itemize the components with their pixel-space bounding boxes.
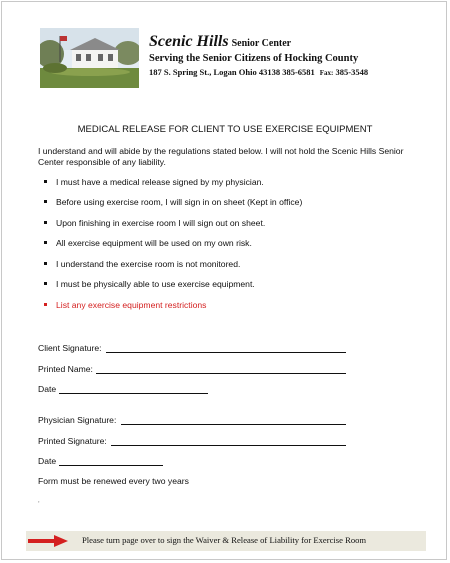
list-item — [44, 176, 264, 188]
date-line-2[interactable] — [59, 465, 163, 466]
document-title: MEDICAL RELEASE FOR CLIENT TO USE EXERCISE EQUIPMENT — [77, 124, 373, 135]
bullet-icon — [44, 262, 47, 265]
list-item — [44, 278, 255, 290]
list-item — [44, 237, 252, 249]
physician-signature-label: Physician Signature: — [38, 415, 117, 425]
list-item-text: I understand the exercise room is not monitored. — [56, 259, 241, 269]
list-item-text: Before using exercise room, I will sign in on sheet (Kept in office) — [56, 197, 303, 207]
client-signature-line[interactable] — [106, 352, 346, 353]
bullet-icon — [44, 241, 47, 244]
printed-signature-label: Printed Signature: — [38, 436, 107, 446]
address-line — [149, 67, 368, 77]
fax-number: 385-3548 — [335, 67, 369, 77]
bullet-icon — [44, 282, 47, 285]
list-item — [44, 258, 240, 270]
red-arrow-icon — [28, 535, 68, 547]
list-item-text: Upon finishing in exercise room I will sign out on sheet. — [56, 218, 266, 228]
list-item — [44, 196, 302, 208]
list-item-text: I must be physically able to use exercise equipment. — [56, 279, 255, 289]
bullet-icon — [44, 200, 47, 203]
stray-mark: , — [38, 498, 40, 504]
physician-signature-line[interactable] — [121, 424, 346, 425]
list-item-text: All exercise equipment will be used on my own risk. — [56, 238, 252, 248]
list-item — [44, 217, 265, 229]
senior-center-photo — [40, 28, 139, 88]
list-item-text: I must have a medical release signed by my physician. — [56, 177, 264, 187]
org-name-suffix: Senior Center — [231, 38, 292, 49]
footer-instruction: Please turn page over to sign the Waiver & Release of Liability for Exercise Room — [82, 535, 367, 545]
printed-name-label: Printed Name: — [38, 364, 93, 374]
date-label-1: Date — [38, 384, 57, 394]
bullet-icon — [44, 221, 47, 224]
list-item-text: List any exercise equipment restrictions — [56, 300, 207, 310]
bullet-icon — [44, 303, 47, 306]
date-line-1[interactable] — [59, 393, 208, 394]
intro-paragraph: I understand and will abide by the regulations stated below. I will not hold the Scenic Hills Senior Center responsible of any liability. — [38, 146, 404, 167]
org-name — [149, 33, 291, 51]
org-name-text: Scenic Hills — [149, 33, 229, 50]
bullet-icon — [44, 180, 47, 183]
list-item-restrictions — [44, 299, 206, 311]
address-text: 187 S. Spring St., Logan Ohio 43138 385-6581 — [149, 67, 315, 77]
client-signature-label: Client Signature: — [38, 343, 102, 353]
printed-signature-line[interactable] — [111, 445, 346, 446]
fax-label: Fax: — [319, 69, 334, 77]
date-label-2: Date — [38, 456, 57, 466]
printed-name-line[interactable] — [96, 373, 346, 374]
renewal-note: Form must be renewed every two years — [38, 476, 189, 486]
tagline: Serving the Senior Citizens of Hocking County — [149, 53, 359, 64]
